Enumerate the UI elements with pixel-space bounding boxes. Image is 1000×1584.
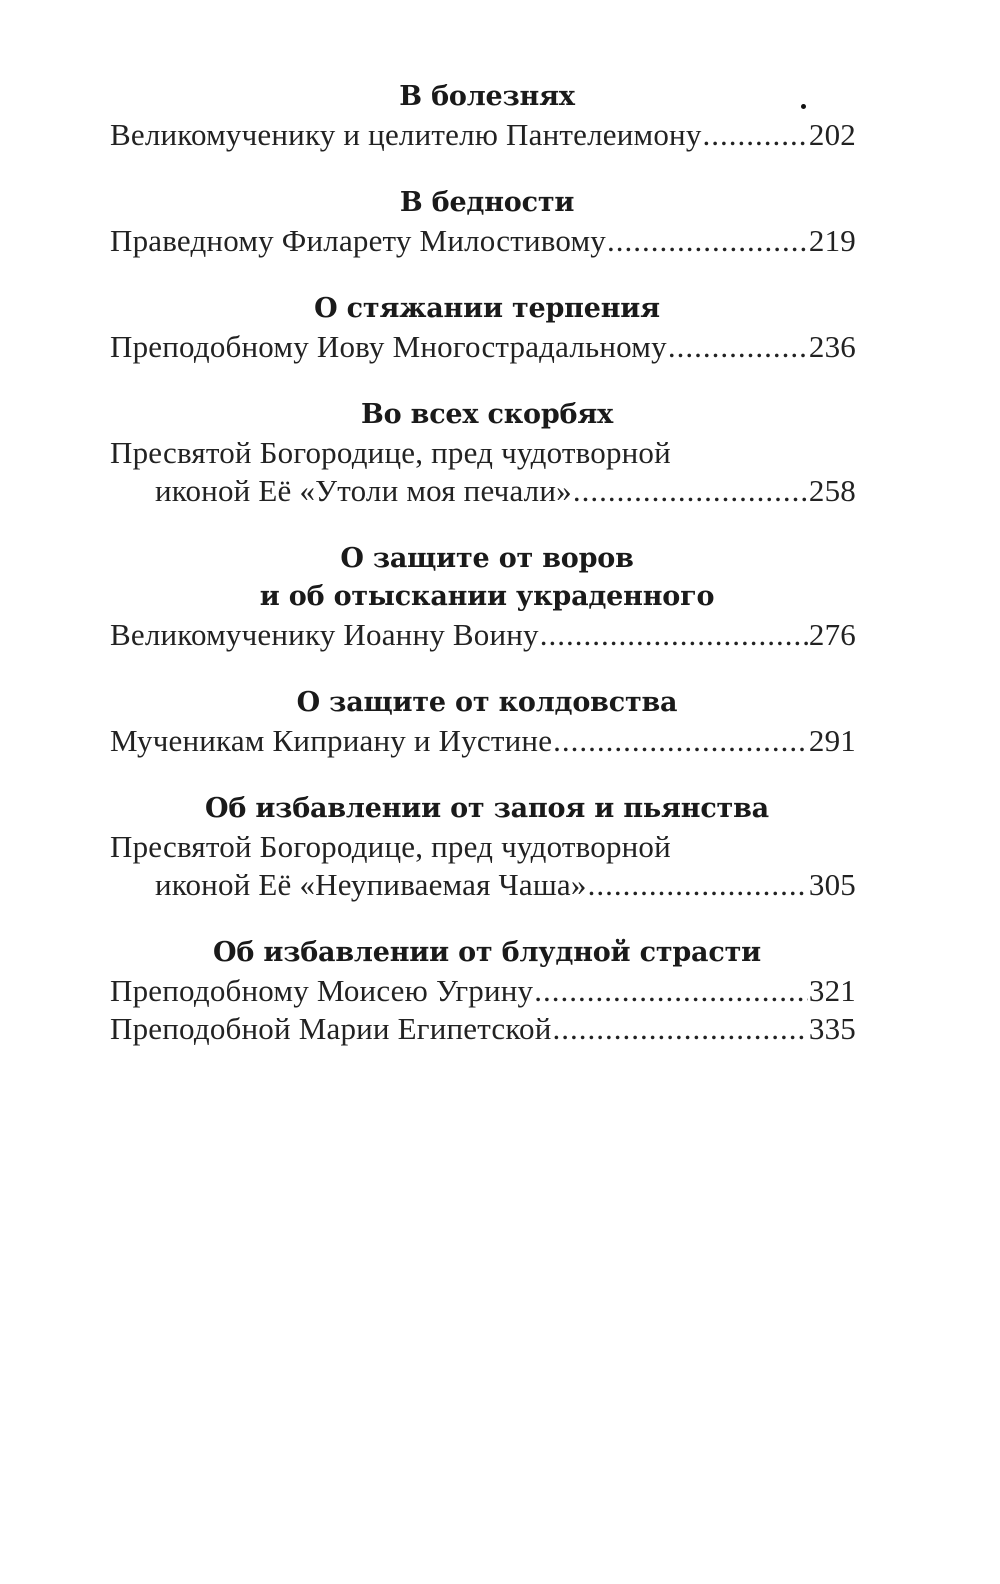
section-heading: В болезнях	[399, 81, 575, 112]
entry-title: Великомученику и целителю Пантелеимону	[110, 117, 702, 152]
entry-title: Мученикам Киприану и Иустине	[110, 723, 553, 758]
page-number: 276	[808, 617, 856, 652]
entry-title-line1: Пресвятой Богородице, пред чудотворной	[110, 829, 671, 864]
page-number: 219	[808, 223, 856, 258]
dot-leader	[553, 722, 808, 760]
section-heading-line2: и об отыскании украденного	[259, 581, 715, 612]
entry-title: Преподобному Иову Многострадальному	[110, 329, 667, 364]
page-number: 305	[808, 867, 856, 902]
page-number: 236	[808, 329, 856, 364]
section-heading: О защите от колдовства	[296, 687, 678, 718]
toc-entry	[110, 722, 856, 760]
toc-section	[110, 78, 856, 154]
toc-entry	[110, 972, 856, 1010]
page-number: 291	[808, 723, 856, 758]
section-heading: О стяжании терпения	[314, 293, 660, 324]
dot-leader	[540, 616, 808, 654]
section-heading: О защите от воров	[340, 543, 634, 574]
toc-section	[110, 934, 856, 1048]
section-heading: Об избавлении от запоя и пьянства	[205, 793, 769, 824]
entry-title: иконой Её «Утоли моя печали»	[155, 473, 572, 508]
dot-leader	[588, 866, 808, 904]
dot-leader	[553, 1010, 808, 1048]
page-number: 335	[808, 1011, 856, 1046]
section-heading: Во всех скорбях	[361, 399, 613, 430]
toc-section	[110, 290, 856, 366]
toc-section	[110, 540, 856, 654]
toc-section	[110, 396, 856, 510]
toc-entry	[110, 434, 856, 510]
toc-entry	[110, 616, 856, 654]
section-heading: Об избавлении от блудной страсти	[213, 937, 761, 968]
page-number: 202	[808, 117, 856, 152]
dot-leader	[607, 222, 808, 260]
entry-title: Великомученику Иоанну Воину	[110, 617, 539, 652]
dot-leader	[668, 328, 808, 366]
toc-entry	[110, 116, 856, 154]
toc-section	[110, 790, 856, 904]
entry-title: Преподобной Марии Египетской	[110, 1011, 552, 1046]
toc-entry	[110, 328, 856, 366]
table-of-contents	[110, 78, 856, 1078]
dot-leader	[703, 116, 808, 154]
toc-entry	[110, 222, 856, 260]
page-number: 258	[808, 473, 856, 508]
entry-title: иконой Её «Неупиваемая Чаша»	[155, 867, 587, 902]
toc-entry	[110, 828, 856, 904]
toc-section	[110, 684, 856, 760]
dot-leader	[534, 972, 808, 1010]
entry-title: Преподобному Моисею Угрину	[110, 973, 534, 1008]
section-heading: В бедности	[399, 187, 575, 218]
dot-leader	[573, 472, 808, 510]
entry-title: Праведному Филарету Милостивому	[110, 223, 606, 258]
toc-section	[110, 184, 856, 260]
toc-entry	[110, 1010, 856, 1048]
page-number: 321	[808, 973, 856, 1008]
entry-title-line1: Пресвятой Богородице, пред чудотворной	[110, 435, 671, 470]
